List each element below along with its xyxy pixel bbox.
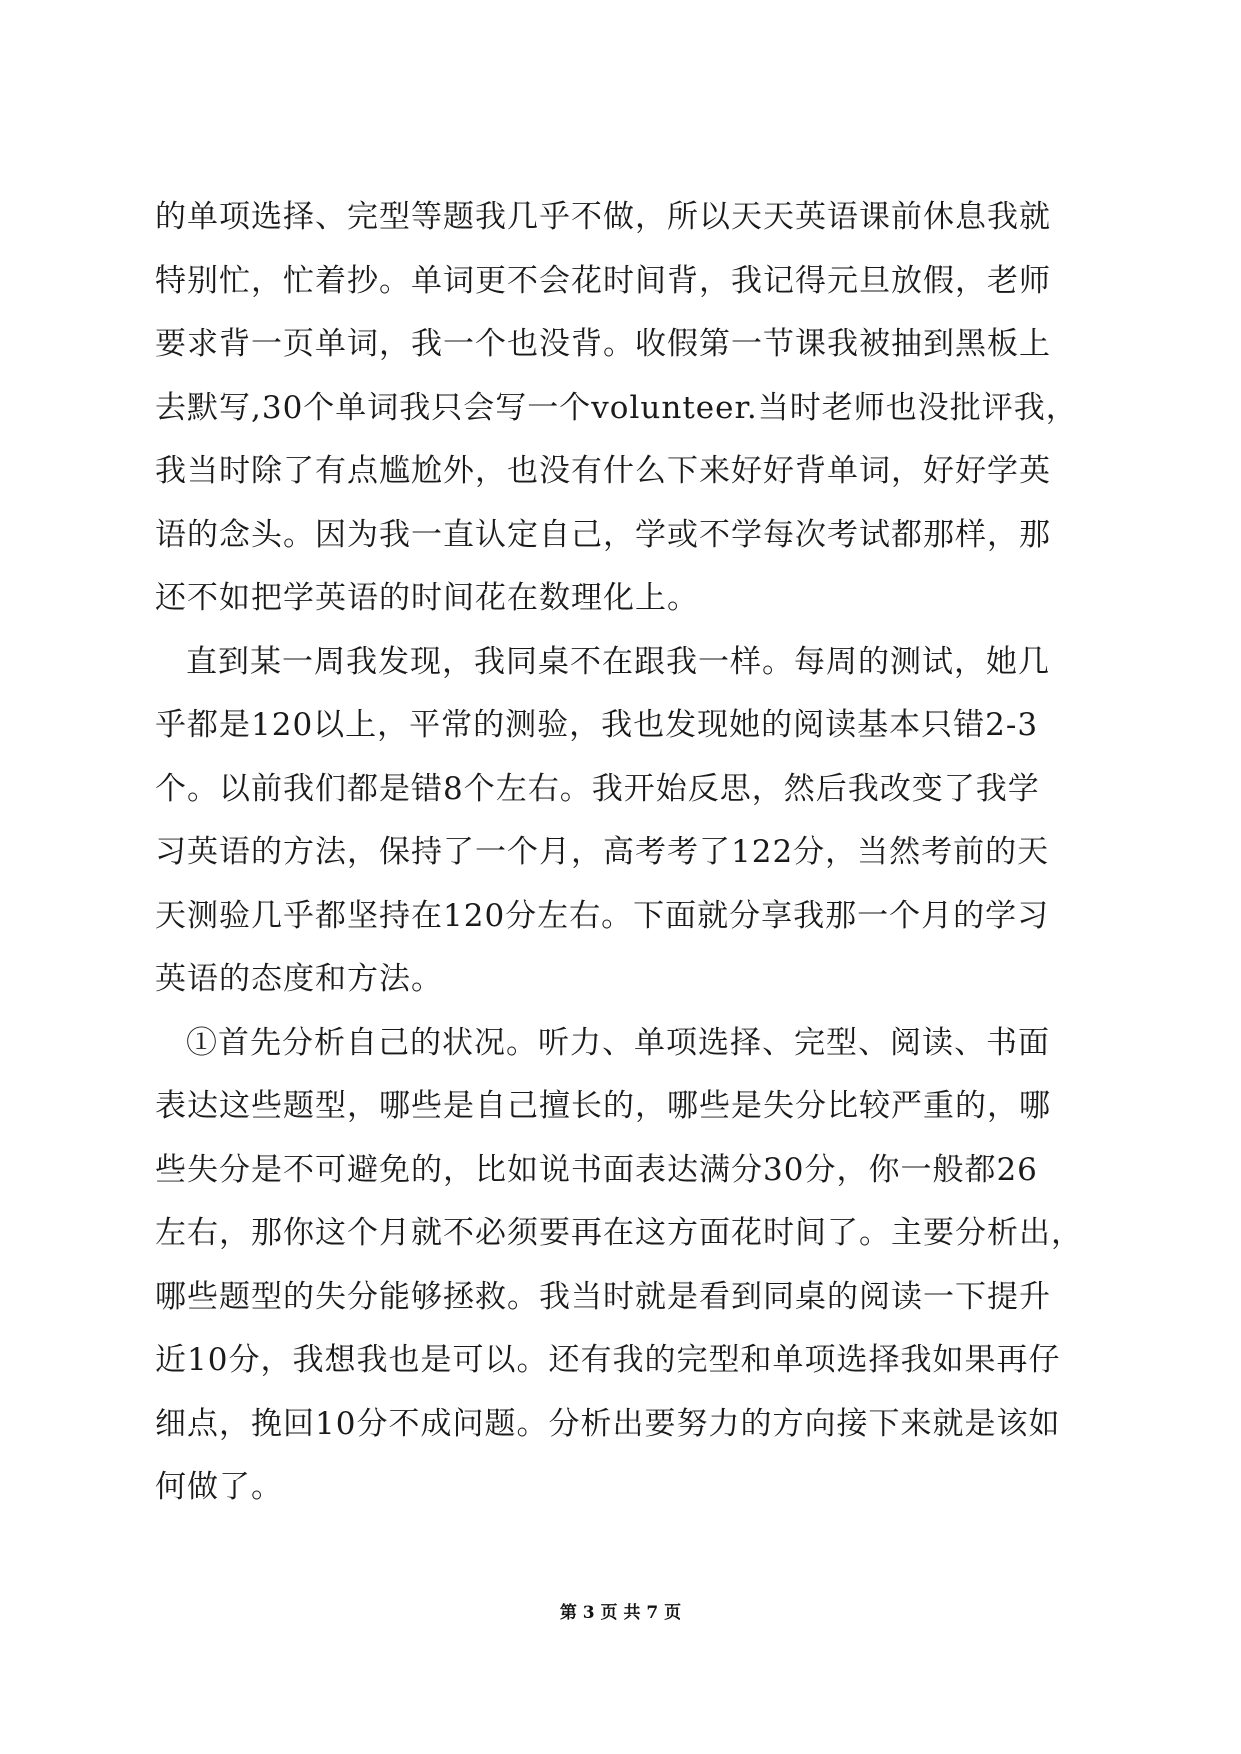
text-line: 还不如把学英语的时间花在数理化上。 bbox=[155, 580, 699, 616]
text-line: 哪些题型的失分能够拯救。我当时就是看到同桌的阅读一下提升 bbox=[155, 1278, 1051, 1315]
document-body bbox=[155, 186, 1095, 1520]
text-line: 何做了。 bbox=[155, 1469, 283, 1505]
text-line: ①首先分析自己的状况。听力、单项选择、完型、阅读、书面 bbox=[186, 1024, 1050, 1061]
page-number-footer: 第 3 页 共 7 页 bbox=[559, 1603, 682, 1623]
text-line: 直到某一周我发现，我同桌不在跟我一样。每周的测试，她几 bbox=[186, 643, 1050, 680]
text-line: 天测验几乎都坚持在120分左右。下面就分享我那一个月的学习 bbox=[155, 897, 1050, 934]
text-line: 近10分，我想我也是可以。还有我的完型和单项选择我如果再仔 bbox=[155, 1342, 1061, 1378]
paragraph-3 bbox=[155, 1012, 1095, 1520]
text-line: 乎都是120以上，平常的测验，我也发现她的阅读基本只错2-3 bbox=[155, 707, 1039, 743]
text-line: 我当时除了有点尴尬外，也没有什么下来好好背单词，好好学英 bbox=[155, 453, 1051, 489]
text-line: 个。以前我们都是错8个左右。我开始反思，然后我改变了我学 bbox=[155, 770, 1040, 807]
text-line: 表达这些题型，哪些是自己擅长的，哪些是失分比较严重的，哪 bbox=[155, 1088, 1051, 1124]
text-line: 英语的态度和方法。 bbox=[155, 961, 443, 997]
paragraph-2 bbox=[155, 631, 1095, 1012]
text-line: 的单项选择、完型等题我几乎不做，所以天天英语课前休息我就 bbox=[155, 199, 1051, 235]
text-line: 要求背一页单词，我一个也没背。收假第一节课我被抽到黑板上 bbox=[155, 326, 1051, 362]
text-line: 特别忙，忙着抄。单词更不会花时间背，我记得元旦放假，老师 bbox=[155, 262, 1051, 299]
text-line: 些失分是不可避免的，比如说书面表达满分30分，你一般都26 bbox=[155, 1151, 1038, 1188]
text-line: 去默写,30个单词我只会写一个volunteer.当时老师也没批评我， bbox=[155, 389, 1078, 426]
text-line: 语的念头。因为我一直认定自己，学或不学每次考试都那样，那 bbox=[155, 516, 1051, 553]
paragraph-1 bbox=[155, 186, 1095, 631]
text-line: 左右，那你这个月就不必须要再在这方面花时间了。主要分析出， bbox=[155, 1215, 1083, 1251]
text-line: 习英语的方法，保持了一个月，高考考了122分，当然考前的天 bbox=[155, 834, 1050, 870]
text-line: 细点，挽回10分不成问题。分析出要努力的方向接下来就是该如 bbox=[155, 1405, 1061, 1442]
